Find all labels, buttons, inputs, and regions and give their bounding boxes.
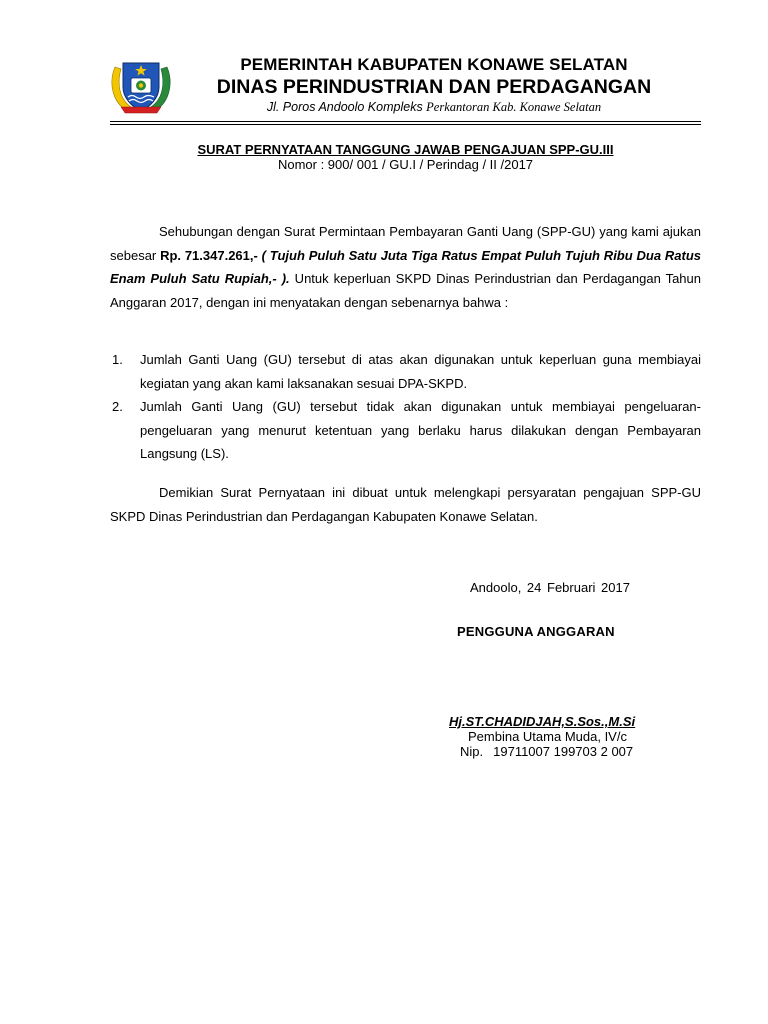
- list-item-text: Jumlah Ganti Uang (GU) tersebut tidak akan digunakan untuk membiayai pengeluaran-pengeluaran yang menurut ketentuan yang berlaku harus dilakukan dengan Pembayaran Langsung (LS).: [140, 399, 701, 461]
- statement-list: [110, 348, 701, 466]
- opening-rest: Untuk keperluan SKPD Dinas Perindustrian dan Perdagangan Tahun Anggaran 2017, dengan ini menyatakan dengan sebenarnya bahwa :: [110, 271, 702, 310]
- signatory-rank: Pembina Utama Muda, IV/c: [468, 729, 627, 744]
- opening-paragraph: [110, 220, 701, 314]
- org-line-1: PEMERINTAH KABUPATEN KONAWE SELATAN: [240, 55, 628, 74]
- nip-label: Nip.: [460, 744, 484, 759]
- signatory-name: Hj.ST.CHADIDJAH,S.Sos.,M.Si: [449, 714, 636, 729]
- document-title: SURAT PERNYATAAN TANGGUNG JAWAB PENGAJUAN SPP-GU.III: [197, 142, 614, 157]
- list-item-text: Jumlah Ganti Uang (GU) tersebut di atas akan digunakan untuk keperluan guna membiayai kegiatan yang akan kami laksanakan sesuai DPA-SKPD.: [140, 352, 701, 391]
- list-item-number: 1.: [112, 352, 123, 367]
- office-address: [184, 100, 684, 115]
- letterhead-rule-thin: [110, 124, 701, 125]
- address-part-2: Perkantoran Kab. Konawe Selatan: [426, 100, 602, 114]
- list-item: [110, 348, 701, 395]
- document-number: Nomor : 900/ 001 / GU.I / Perindag / II /2017: [277, 157, 534, 172]
- opening-intro: Sehubungan dengan Surat Permintaan Pembayaran Ganti Uang (SPP-GU) yang kami ajukan sebesar: [110, 224, 701, 263]
- signatory-role: PENGGUNA ANGGARAN: [457, 624, 615, 639]
- address-part-1: Jl. Poros Andoolo Kompleks: [266, 100, 427, 114]
- letterhead-rule-thick: [110, 121, 701, 122]
- list-item: [110, 395, 701, 466]
- list-item-number: 2.: [112, 399, 123, 414]
- place-date: Andoolo, 24 Februari 2017: [470, 580, 630, 595]
- nip-value: 19711007 199703 2 007: [493, 744, 634, 759]
- signatory-nip: [460, 744, 633, 759]
- amount-in-words: ( Tujuh Puluh Satu Juta Tiga Ratus Empat Puluh Tujuh Ribu Dua Ratus Enam Puluh Satu Rupiah,- ).: [110, 247, 701, 286]
- org-line-2: DINAS PERINDUSTRIAN DAN PERDAGANGAN: [216, 76, 652, 98]
- regency-crest-icon: [109, 57, 173, 115]
- closing-paragraph: Demikian Surat Pernyataan ini dibuat untuk melengkapi persyaratan pengajuan SPP-GU SKPD Dinas Perindustrian dan Perdagangan Kabupaten Konawe Selatan.: [110, 485, 701, 524]
- amount-figure: Rp. 71.347.261,-: [160, 247, 258, 263]
